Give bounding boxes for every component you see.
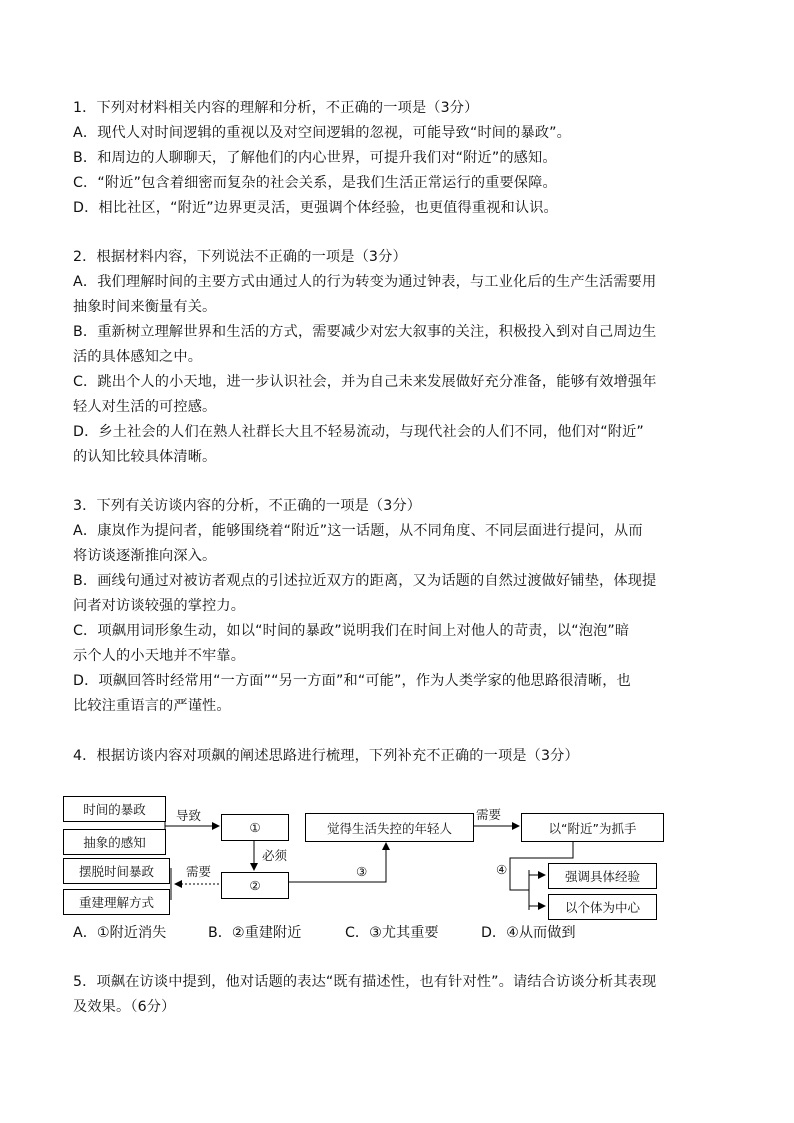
box-blank-1: ① [221,814,289,841]
label-3: ③ [356,864,368,879]
arrow-3 [289,843,386,882]
q1-stem: 1．下列对材料相关内容的理解和分析，不正确的一项是（3分） [73,100,479,116]
box-rebuild-understanding: 重建理解方式 [63,889,170,915]
q2-stem: 2．根据材料内容，下列说法不正确的一项是（3分） [73,249,407,265]
q3-option-b-line1: B．画线句通过对被访者观点的引述拉近双方的距离，又为话题的自然过渡做好铺垫，体现提 [73,573,657,589]
q1-option-b: B．和周边的人聊聊天，了解他们的内心世界，可提升我们对“附近”的感知。 [73,150,557,166]
q4-stem: 4．根据访谈内容对项飙的阐述思路进行梳理，下列补充不正确的一项是（3分） [73,748,579,764]
q4-option-c: C．③尤其重要 [345,925,439,941]
box-concrete-experience: 强调具体经验 [548,863,657,889]
label-lead-to: 导致 [176,808,202,823]
q3-option-d-line2: 比较注重语言的严谨性。 [73,698,231,714]
q1-option-c: C．“附近”包含着细密而复杂的社会关系，是我们生活正常运行的重要保障。 [73,175,557,191]
q5-line1: 5．项飙在访谈中提到，他对话题的表达“既有描述性，也有针对性”。请结合访谈分析其表现 [73,974,657,990]
box-time-tyranny: 时间的暴政 [63,796,166,822]
q1-option-a: A．现代人对时间逻辑的重视以及对空间逻辑的忽视，可能导致“时间的暴政”。 [73,125,571,141]
q2-option-d-line1: D．乡土社会的人们在熟人社群长大且不轻易流动，与现代社会的人们不同，他们对“附近” [73,424,644,440]
box-blank-2: ② [221,872,289,899]
q2-option-b-line2: 活的具体感知之中。 [73,349,203,365]
q2-option-d-line2: 的认知比较具体清晰。 [73,449,217,465]
q3-option-c-line2: 示个人的小天地并不牢靠。 [73,648,246,664]
box-escape-tyranny: 摆脱时间暴政 [63,858,170,884]
q2-option-b-line1: B．重新树立理解世界和生活的方式，需要减少对宏大叙事的关注，积极投入到对自己周边生 [73,324,657,340]
q2-option-a-line1: A．我们理解时间的主要方式由通过人的行为转变为通过钟表，与工业化后的生产生活需要用 [73,274,657,290]
box-youth-losing-control: 觉得生活失控的年轻人 [305,813,474,842]
q1-option-d: D．相比社区，“附近”边界更灵活，更强调个体经验，也更值得重视和认识。 [73,200,558,216]
q4-option-b: B．②重建附近 [208,925,302,941]
q4-option-a: A．①附近消失 [73,925,167,941]
label-must: 必须 [262,848,288,863]
q3-option-a-line2: 将访谈逐渐推向深入。 [73,548,217,564]
box-individual-centered: 以个体为中心 [548,894,657,920]
q2-option-a-line2: 抽象时间来衡量有关。 [73,299,217,315]
label-need-right: 需要 [476,807,502,822]
q3-option-b-line2: 问者对访谈较强的掌控力。 [73,598,246,614]
q3-option-a-line1: A．康岚作为提问者，能够围绕着“附近”这一话题，从不同角度、不同层面进行提问，从而 [73,523,643,539]
box-nearby-handle: 以“附近”为抓手 [521,813,664,842]
q3-option-c-line1: C．项飙用词形象生动，如以“时间的暴政”说明我们在时间上对他人的苛责，以“泡泡”暗 [73,623,630,639]
q3-stem: 3．下列有关访谈内容的分析，不正确的一项是（3分） [73,498,422,514]
box-abstract-perception: 抽象的感知 [63,829,166,855]
q2-option-c-line2: 轻人对生活的可控感。 [73,399,217,415]
q5-line2: 及效果。（6分） [73,999,176,1015]
q2-option-c-line1: C．跳出个人的小天地，进一步认识社会，并为自己未来发展做好充分准备，能够有效增强年 [73,374,657,390]
q4-option-d: D．④从而做到 [481,925,576,941]
q3-option-d-line1: D．项飙回答时经常用“一方面”“另一方面”和“可能”，作为人类学家的他思路很清晰，也 [73,673,631,689]
label-need-left: 需要 [186,864,212,879]
label-4: ④ [496,862,508,877]
